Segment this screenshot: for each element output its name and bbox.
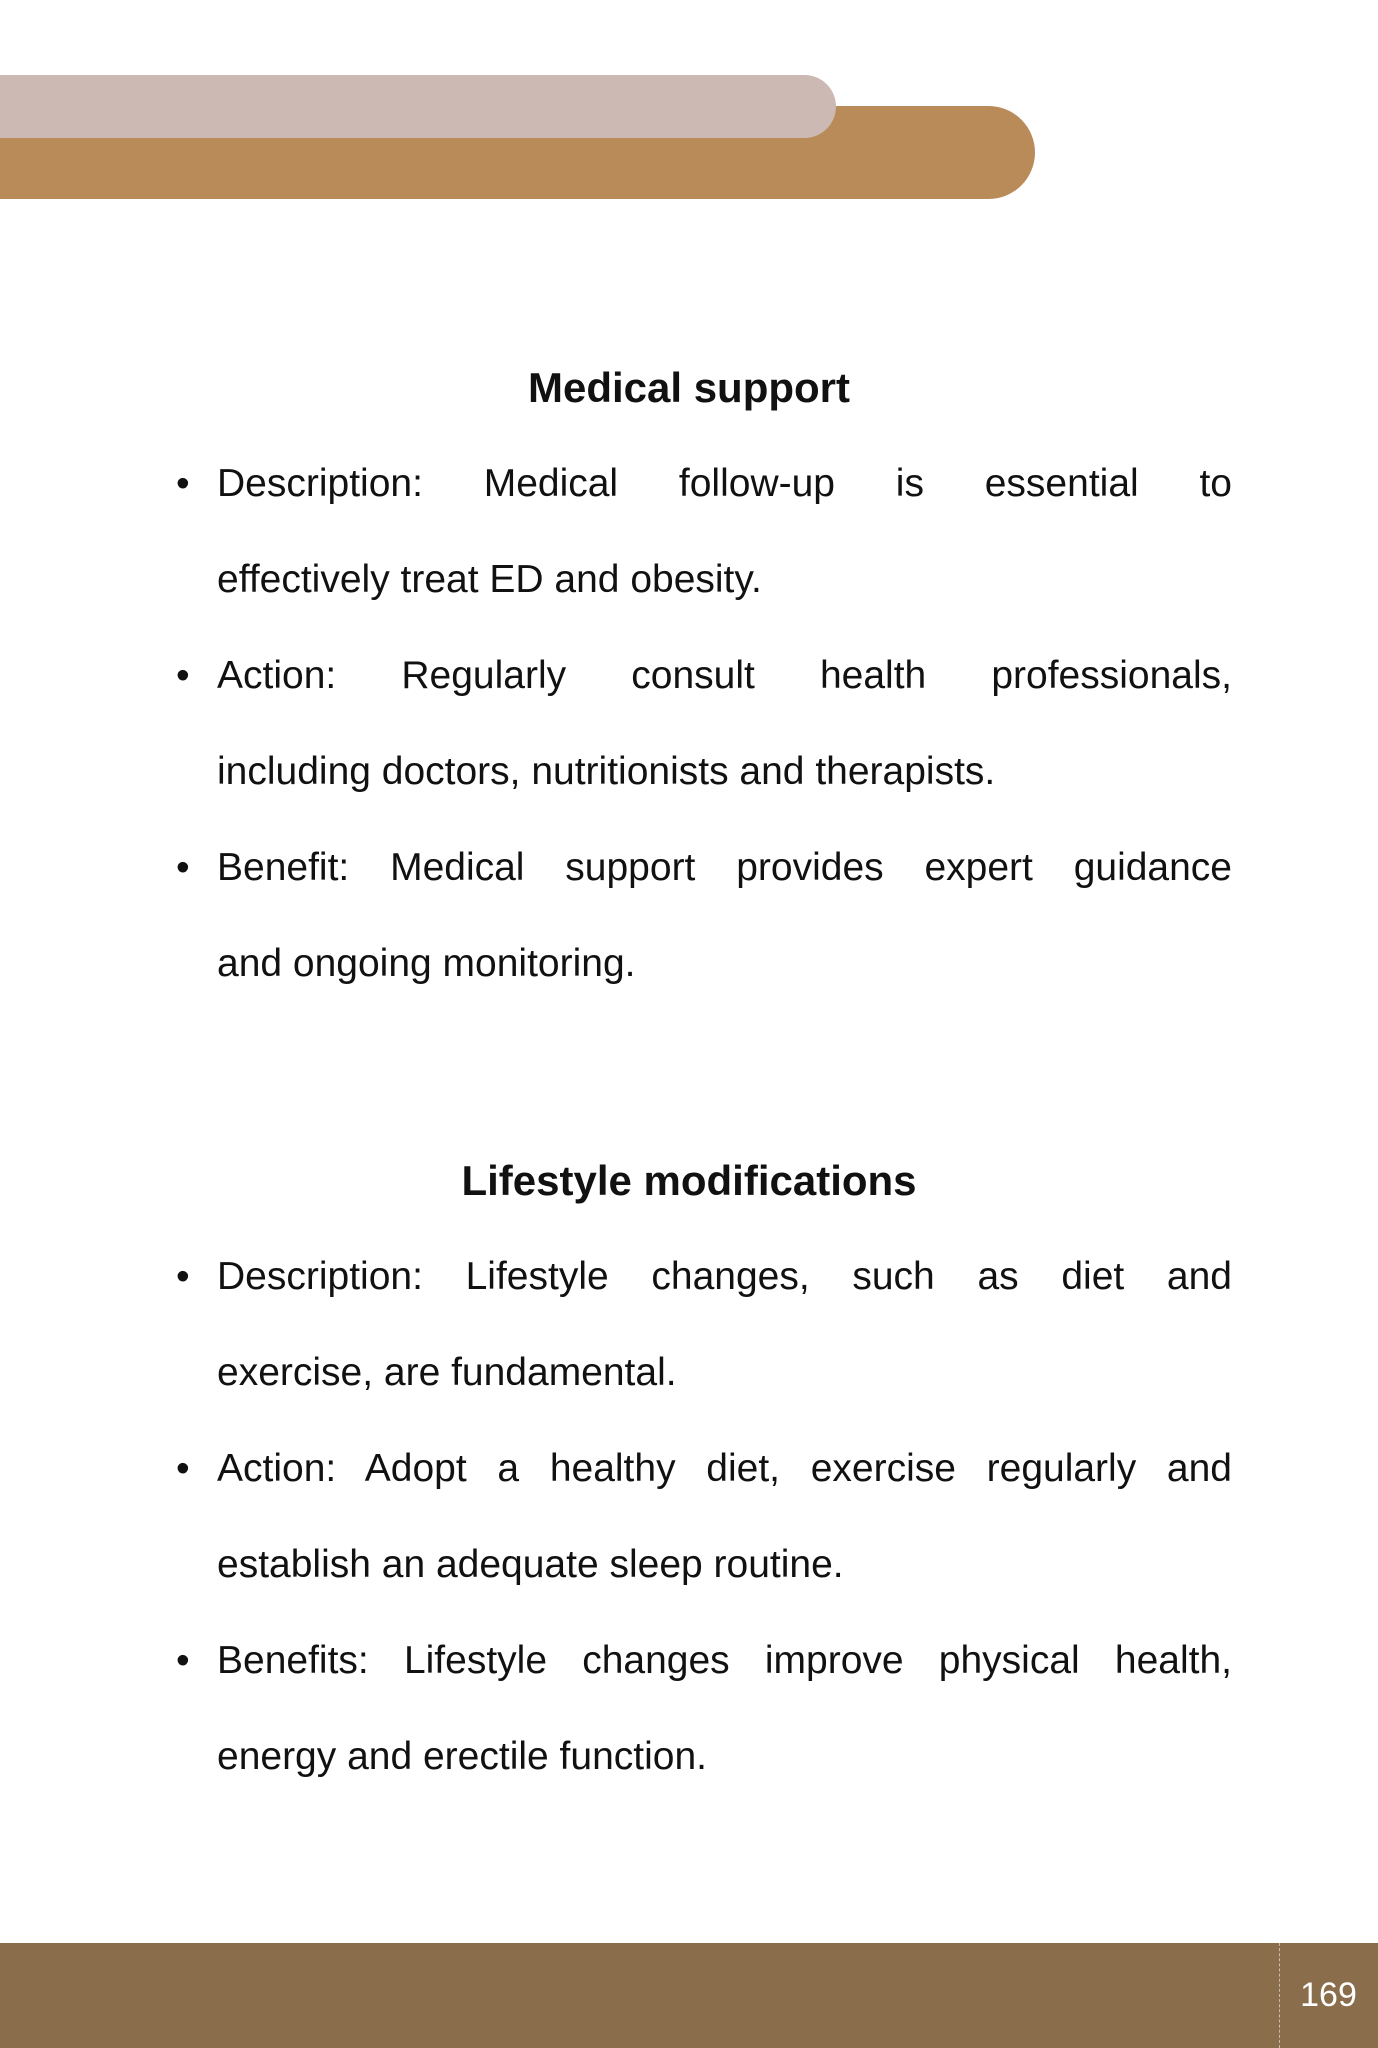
bullet-marker: • — [176, 1447, 190, 1490]
bullet-line-text: Benefits: Lifestyle changes improve physical health, — [217, 1639, 1232, 1682]
header-beige-bar — [0, 75, 836, 138]
bullet-item — [176, 1421, 1232, 1613]
bullet-line-text: Action: Adopt a healthy diet, exercise regularly and — [217, 1447, 1232, 1490]
bullet-line — [176, 1229, 1232, 1325]
bullet-marker: • — [176, 654, 190, 697]
bullet-item — [176, 628, 1232, 820]
bullet-line-text: Action: Regularly consult health professionals, — [217, 654, 1232, 697]
page-number: 169 — [1300, 1976, 1357, 2014]
bullet-line — [176, 820, 1232, 916]
bullet-line — [176, 436, 1232, 532]
bullet-line: energy and erectile function. — [217, 1735, 707, 1778]
bullet-line: effectively treat ED and obesity. — [217, 558, 762, 601]
bullet-marker: • — [176, 462, 190, 505]
bullet-item — [176, 1229, 1232, 1421]
bullet-item — [176, 436, 1232, 628]
bullet-line-text: Description: Medical follow-up is essential to — [217, 462, 1232, 505]
bullet-line: and ongoing monitoring. — [217, 942, 636, 985]
section-medical-support — [146, 340, 1232, 1012]
bullet-line: including doctors, nutritionists and therapists. — [217, 750, 996, 793]
bullet-item — [176, 820, 1232, 1012]
bullet-line-text: Benefit: Medical support provides expert guidance — [217, 846, 1232, 889]
bullet-marker: • — [176, 846, 190, 889]
bullet-line: establish an adequate sleep routine. — [217, 1543, 844, 1586]
bullet-line — [176, 628, 1232, 724]
bullet-item — [176, 1613, 1232, 1805]
bullet-list — [146, 1229, 1232, 1805]
bullet-marker: • — [176, 1639, 190, 1682]
bullet-list — [146, 436, 1232, 1012]
section-title: Lifestyle modifications — [461, 1157, 917, 1204]
bullet-line — [176, 1613, 1232, 1709]
section-title: Medical support — [527, 364, 851, 411]
bullet-line-text: Description: Lifestyle changes, such as diet and — [217, 1255, 1232, 1298]
section-lifestyle-modifications — [146, 1133, 1232, 1805]
bullet-marker: • — [176, 1255, 190, 1298]
bullet-line — [176, 1421, 1232, 1517]
bullet-line: exercise, are fundamental. — [217, 1351, 677, 1394]
footer-bar — [0, 1943, 1378, 2048]
